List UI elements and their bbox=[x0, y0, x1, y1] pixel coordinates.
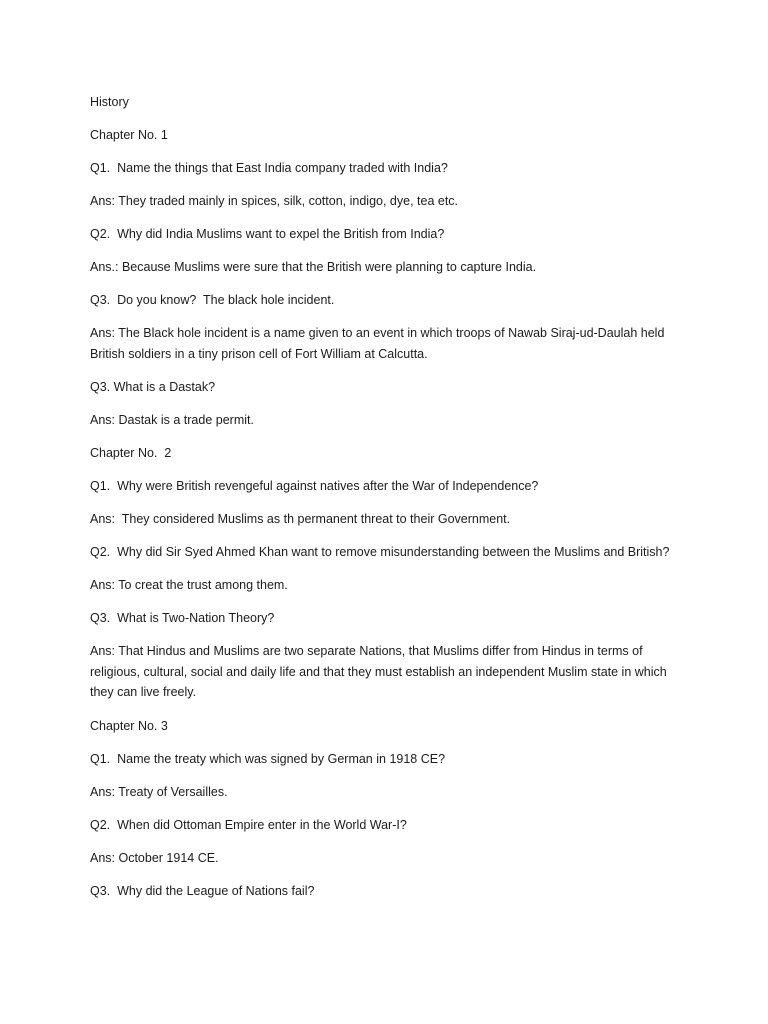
question: Q2. When did Ottoman Empire enter in the World War-I? bbox=[90, 817, 407, 832]
answer: Ans: October 1914 CE. bbox=[90, 850, 219, 865]
answer: Ans.: Because Muslims were sure that the British were planning to capture India. bbox=[90, 260, 537, 274]
question: Q3. What is a Dastak? bbox=[90, 380, 216, 394]
answer: Ans: The Black hole incident is a name given to an event in which troops of Nawab Siraj-ud-Daulah held British soldiers in a tiny prison cell of Fort William at Calcutta. bbox=[90, 326, 668, 361]
answer: Ans: They traded mainly in spices, silk, cotton, indigo, dye, tea etc. bbox=[90, 194, 459, 208]
question: Q3. What is Two-Nation Theory? bbox=[90, 611, 275, 625]
question: Q3. Why did the League of Nations fail? bbox=[90, 883, 315, 898]
answer: Ans: They considered Muslims as th permanent threat to their Government. bbox=[90, 512, 511, 526]
question: Q3. Do you know? The black hole incident. bbox=[90, 293, 335, 307]
question: Q1. Name the things that East India company traded with India? bbox=[90, 161, 448, 175]
answer: Ans: Treaty of Versailles. bbox=[90, 784, 228, 799]
document-page bbox=[90, 92, 690, 914]
question: Q2. Why did India Muslims want to expel the British from India? bbox=[90, 227, 445, 241]
answer: Ans: To creat the trust among them. bbox=[90, 578, 288, 592]
question: Q2. Why did Sir Syed Ahmed Khan want to remove misunderstanding between the Muslims and British? bbox=[90, 545, 670, 559]
answer: Ans: Dastak is a trade permit. bbox=[90, 413, 254, 427]
chapter-heading: Chapter No. 1 bbox=[90, 128, 168, 142]
answer: Ans: That Hindus and Muslims are two separate Nations, that Muslims differ from Hindus in terms of religious, cultural, social and daily life and that they must establish an independent Muslim state in which they can live freely. bbox=[90, 644, 671, 699]
question: Q1. Name the treaty which was signed by German in 1918 CE? bbox=[90, 751, 446, 766]
question: Q1. Why were British revengeful against natives after the War of Independence? bbox=[90, 479, 539, 493]
document-title: History bbox=[90, 95, 129, 109]
chapter-heading: Chapter No. 3 bbox=[90, 718, 168, 733]
chapter-heading: Chapter No. 2 bbox=[90, 446, 172, 460]
